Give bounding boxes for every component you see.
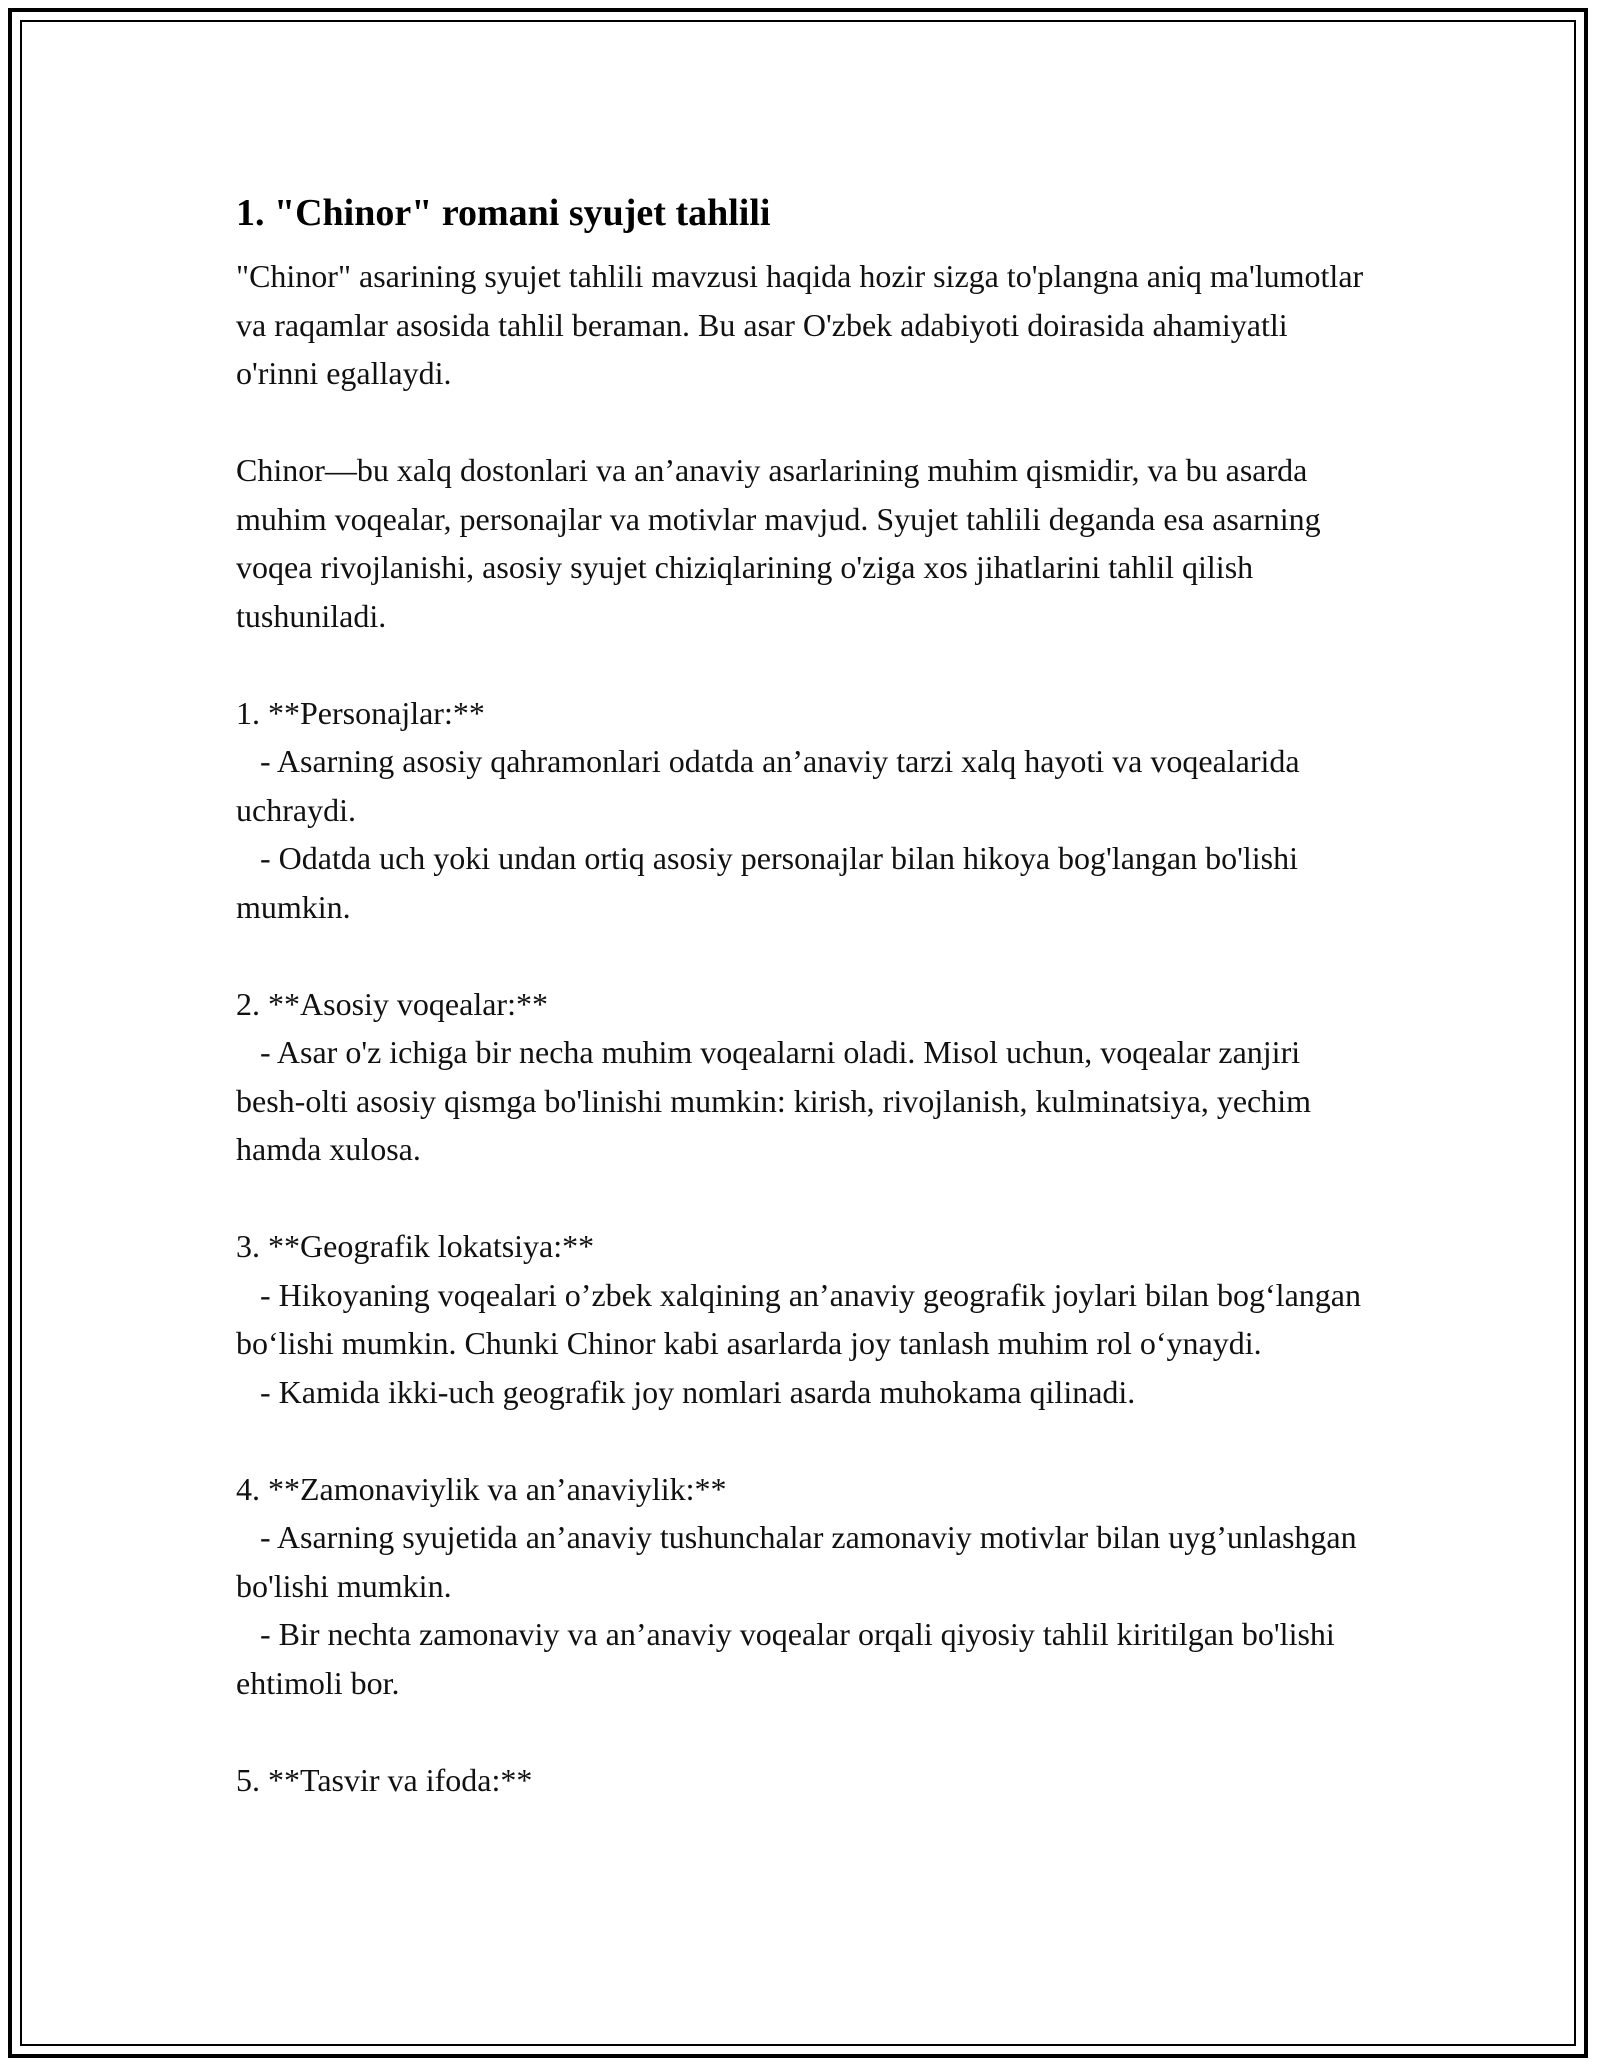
list-item: - Bir nechta zamonaviy va an’anaviy voqealar orqali qiyosiy tahlil kiritilgan bo'lishi ehtimoli bor. xyxy=(236,1616,1343,1701)
section-personajlar xyxy=(236,689,1376,932)
paragraph-gap xyxy=(236,1707,1376,1756)
intro-paragraph-2: Chinor—bu xalq dostonlari va an’anaviy asarlarining muhim qismidir, va bu asarda muhim voqealar, personajlar va motivlar mavjud. Syujet tahlili deganda esa asarning voqea rivojlanishi, asosiy syujet chiziqlarining o'ziga xos jihatlarini tahlil qilish tushuniladi. xyxy=(236,452,1329,634)
section-zamonaviylik xyxy=(236,1465,1376,1708)
list-item: - Asar o'z ichiga bir necha muhim voqealarni oladi. Misol uchun, voqealar zanjiri besh-olti asosiy qismga bo'linishi mumkin: kirish, rivojlanish, kulminatsiya, yechim hamda xulosa. xyxy=(236,1034,1320,1167)
list-item: - Odatda uch yoki undan ortiq asosiy personajlar bilan hikoya bog'langan bo'lishi mumkin. xyxy=(236,840,1306,925)
intro-paragraph-1: "Chinor" asarining syujet tahlili mavzusi haqida hozir sizga to'plangna aniq ma'lumotlar va raqamlar asosida tahlil beraman. Bu asar O'zbek adabiyoti doirasida ahamiyatli o'rinni egallaydi. xyxy=(236,258,1372,391)
section-heading: 3. **Geografik lokatsiya:** xyxy=(236,1228,595,1264)
list-item: - Asarning asosiy qahramonlari odatda an’anaviy tarzi xalq hayoti va voqealarida uchraydi. xyxy=(236,743,1308,828)
list-item: - Kamida ikki-uch geografik joy nomlari asarda muhokama qilinadi. xyxy=(236,1373,1136,1410)
section-heading: 4. **Zamonaviylik va an’anaviylik:** xyxy=(236,1470,727,1507)
section-heading: 2. **Asosiy voqealar:** xyxy=(236,985,548,1022)
section-tasvir-va-ifoda xyxy=(236,1756,1376,1805)
paragraph-gap xyxy=(236,931,1376,980)
document-body xyxy=(236,186,1376,1804)
paragraph-gap xyxy=(236,1416,1376,1465)
document-title: 1. "Chinor" romani syujet tahlili xyxy=(236,192,771,234)
paragraph-gap xyxy=(236,398,1376,447)
section-asosiy-voqealar xyxy=(236,980,1376,1174)
section-geografik-lokatsiya xyxy=(236,1222,1376,1416)
section-heading: 5. **Tasvir va ifoda:** xyxy=(236,1761,533,1798)
list-item: - Asarning syujetida an’anaviy tushunchalar zamonaviy motivlar bilan uyg’unlashgan bo'lishi mumkin. xyxy=(236,1519,1365,1604)
section-heading: 1. **Personajlar:** xyxy=(236,694,485,731)
paragraph-gap xyxy=(236,1174,1376,1223)
paragraph-gap xyxy=(236,640,1376,689)
list-item: - Hikoyaning voqealari o’zbek xalqining an’anaviy geografik joylari bilan bog‘langan bo‘lishi mumkin. Chunki Chinor kabi asarlarda joy tanlash muhim rol o‘ynaydi. xyxy=(236,1276,1369,1361)
